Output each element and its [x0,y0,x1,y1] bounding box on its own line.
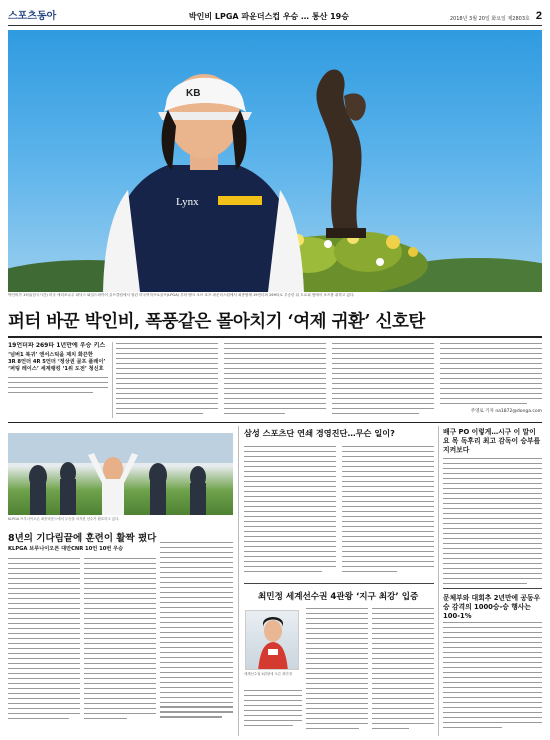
subhead-3: ‘퍼팅 레이스’ 세계랭킹 ‘1위 도전’ 청신호 [8,366,104,372]
page-number: 2 [535,10,542,22]
golfer-trophy-illustration [8,30,542,292]
samsung-col-1 [244,446,336,578]
grievance-col-3 [160,542,233,732]
main-article-col-1 [8,342,108,417]
main-photo-caption: 박인비가 19일(한국시간) 미국 애리조나주 피닉스 와일드파이어 골프클럽에서 열린 미국여자프로골프(LPGA) 투어 뱅크 오브 호프 파운더스컵에서 최종합계 19언더파 269타로 우승한 뒤 트로피 옆에서 포즈를 취하고 있다. [8,293,355,297]
skater-photo-caption: 세계선수권 4관왕에 오른 최민정 [244,672,292,676]
choi-col-1 [306,608,368,733]
grievance-article-subhead: KLPGA 브루나이오픈 대만CNR 10언 10번 우승 [8,546,124,552]
skater-illustration [246,611,299,670]
column-divider [112,342,113,418]
choi-col-2 [372,608,434,733]
main-article-col-2 [116,343,218,418]
section-title: 박인비 LPGA 파운더스컵 우승 … 통산 19승 [188,12,349,21]
choi-col-0 [244,690,302,734]
section-divider [8,422,542,423]
volleyball-article-title: 배구 PO 이렇게…시구 이 말이 요 목 독후리 최고 감독이 승부를 지켜보다 [443,428,541,454]
golfer-figure [103,74,304,292]
svg-text:Lynx: Lynx [176,196,199,208]
masthead [8,6,542,26]
subhead-2: 3R 8언더 4R 5언더 ‘정상권 골프 플레이’ [8,359,106,365]
grievance-col-1 [8,558,80,733]
newspaper-logo: 스포츠동아 [8,11,57,22]
samsung-article-title: 삼성 스포츠단 연쇄 경영진단…무슨 일이? [244,428,395,438]
celebration-photo-caption: KLPGA 브루나이오픈 최종라운드에서 우승을 차지한 선수가 환호하고 있다. [8,517,120,521]
svg-text:KB: KB [186,88,201,99]
dateline: 2018년 3월 20일 화요일 제2803호 [449,16,530,22]
section-divider [244,583,434,584]
choi-article-title: 최민정 세계선수권 4관왕 ‘지구 최강’ 입증 [258,592,419,602]
body-text-lines [8,377,108,393]
celebration-illustration [8,433,233,515]
volleyball-body [443,458,542,586]
main-byline: 주영로 기자 na1872@donga.com [470,408,542,414]
main-headline: 퍼터 바꾼 박인비, 폭풍같은 몰아치기 ‘여제 귀환’ 신호탄 [8,312,425,332]
column-divider [238,426,239,736]
headline-rule [8,336,542,338]
winner-celebration-photo [8,433,233,515]
winner-figure [88,453,138,515]
culture-body [443,622,542,734]
main-article-col-4 [332,343,434,418]
lead-subheadline: 19언더파 269타 1년만에 우승 키스 [8,342,106,349]
trophy-icon [316,69,366,238]
main-article-col-5 [440,343,542,418]
subhead-1: ‘넘버1 복귀’ 앤서스틱을 제치 화끈한 [8,352,93,358]
skater-photo [245,610,299,670]
grievance-col-2 [84,558,156,733]
main-article-col-3 [224,343,326,418]
section-divider [443,588,542,589]
grievance-article-title: 8년의 기다림끝에 훈련이 활짝 폈다 [8,533,157,544]
column-divider [438,426,439,736]
culture-article-title: 문체부와 대회추 2년만에 공동우승 감격의 1000승-승 행사는 100-1% [443,594,541,620]
samsung-col-2 [342,446,434,578]
main-photo [8,30,542,292]
